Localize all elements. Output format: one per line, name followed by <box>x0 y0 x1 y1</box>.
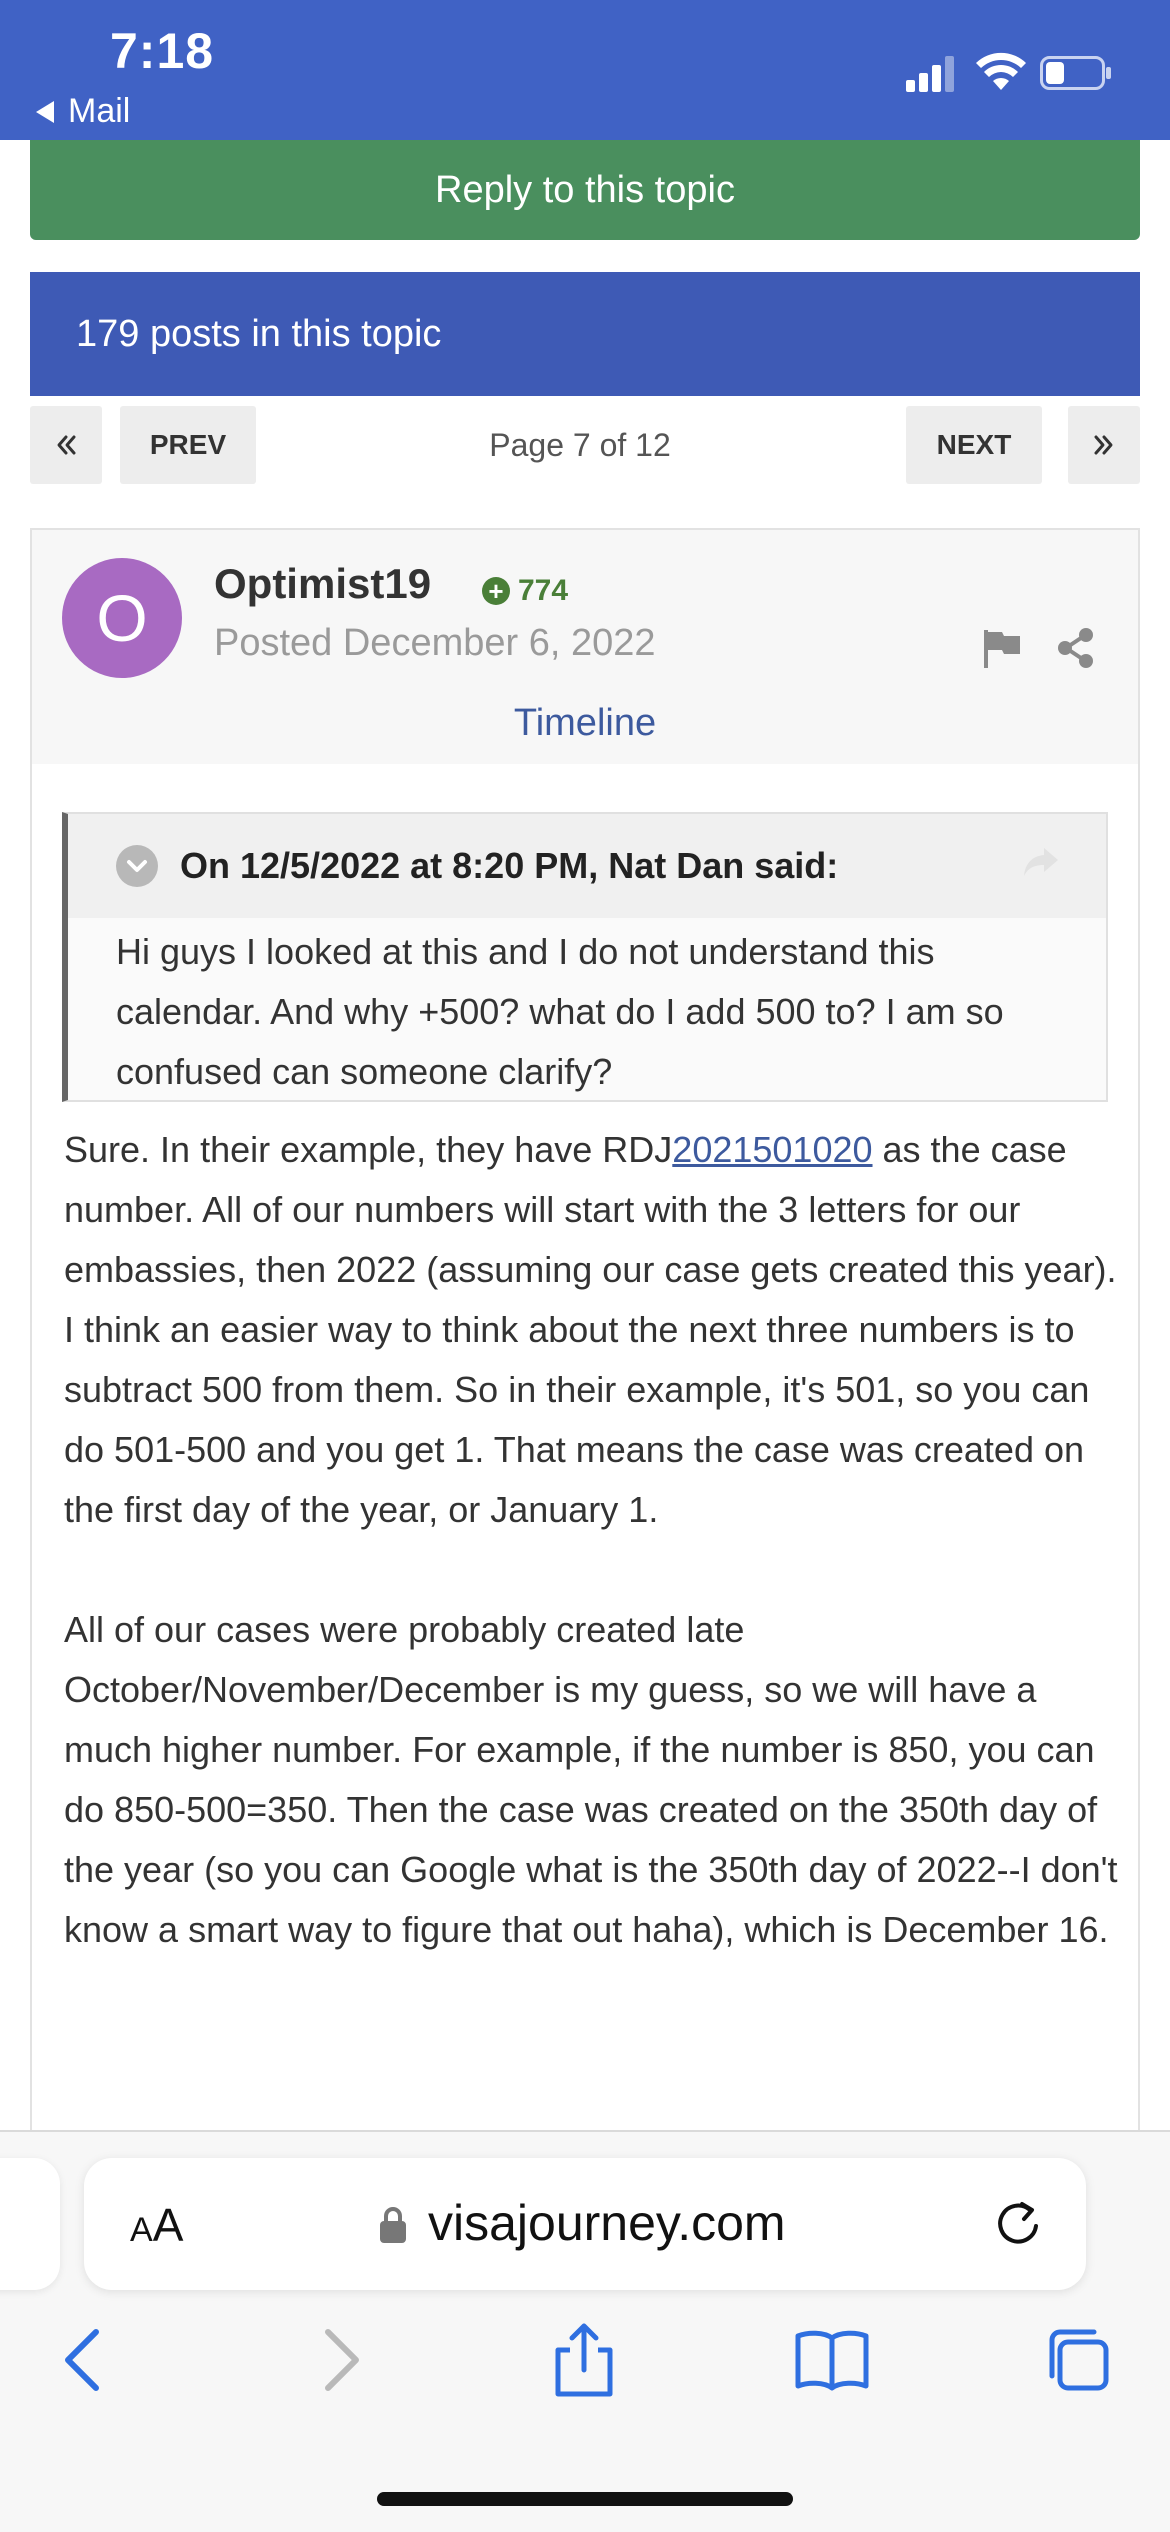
back-chevron-icon[interactable] <box>46 2320 126 2400</box>
author-name-link[interactable]: Optimist19 <box>214 560 432 607</box>
web-content <box>0 140 1170 2130</box>
forum-post <box>30 528 1140 2130</box>
aa-small: A <box>130 2211 153 2249</box>
chevron-down-icon[interactable] <box>116 845 158 887</box>
post-header <box>32 530 1138 764</box>
quote-citation: On 12/5/2022 at 8:20 PM, Nat Dan said: <box>180 845 839 886</box>
share-sheet-icon[interactable] <box>544 2320 624 2400</box>
quote-text: Hi guys I looked at this and I do not understand this calendar. And why +500? what do I add 500 to? I am so confused can someone clarify? <box>116 931 1004 1092</box>
case-number-link[interactable]: 2021501020 <box>672 1129 873 1170</box>
quote-block <box>62 812 1108 1102</box>
reply-to-topic-button[interactable]: Reply to this topic <box>30 140 1140 240</box>
status-time: 7:18 <box>110 23 215 79</box>
back-app-label: Mail <box>68 92 131 130</box>
first-page-button[interactable] <box>30 406 102 484</box>
posted-date: Posted December 6, 2022 <box>214 622 656 664</box>
prev-page-button[interactable]: PREV <box>120 406 256 484</box>
post-paragraph-1 <box>64 1120 1124 1540</box>
next-page-button[interactable]: NEXT <box>906 406 1042 484</box>
previous-tab-peek[interactable] <box>0 2158 60 2290</box>
battery-icon <box>1040 56 1112 90</box>
post-paragraph-2: All of our cases were probably created late October/November/December is my guess, so we will have a much higher number. For example, if the number is 850, you can do 850-500=350. Then the case was created on the 350th day of the year (so you can Google what is the 350th day of 2022--I don't know a smart way to figure that out haha), which is December 16. <box>64 1609 1118 1950</box>
flag-icon[interactable] <box>980 626 1024 670</box>
reload-icon[interactable] <box>992 2198 1044 2250</box>
avatar[interactable]: O <box>62 558 182 678</box>
browser-toolbar <box>0 2130 1170 2532</box>
post-text: as the case number. All of our numbers will start with the 3 letters for our embassies, then 2022 (assuming our case gets created this year). I think an easier way to think about the next three numbers is to subtract 500 from them. So in their example, it's 501, so you can do 501-500 and you get 1. That means the case was created on the first day of the year, or January 1. <box>64 1129 1117 1530</box>
address-bar[interactable] <box>84 2158 1086 2290</box>
post-text: Sure. In their example, they have RDJ <box>64 1129 673 1170</box>
reputation-badge <box>482 574 568 608</box>
timeline-link[interactable]: Timeline <box>513 702 657 744</box>
last-page-button[interactable] <box>1068 406 1140 484</box>
url-text[interactable]: visajourney.com <box>428 2195 786 2251</box>
plus-circle-icon: + <box>482 577 510 605</box>
go-to-quoted-post-icon[interactable] <box>1020 844 1062 880</box>
forward-chevron-icon[interactable] <box>298 2320 378 2400</box>
wifi-icon <box>974 50 1028 92</box>
bookmarks-book-icon[interactable] <box>792 2320 872 2400</box>
tabs-icon[interactable] <box>1038 2320 1118 2400</box>
cellular-signal-icon <box>906 56 956 92</box>
aa-big: A <box>152 2199 184 2251</box>
posts-count-bar: 179 posts in this topic <box>30 272 1140 396</box>
double-chevron-right-icon <box>1089 430 1119 460</box>
double-chevron-left-icon <box>51 430 81 460</box>
quote-header[interactable] <box>68 814 1106 918</box>
reputation-count: 774 <box>518 574 569 607</box>
home-indicator[interactable] <box>377 2492 793 2506</box>
lock-icon <box>378 2204 408 2244</box>
page-indicator: Page 7 of 12 <box>489 426 671 463</box>
post-body <box>64 1120 1124 2020</box>
share-icon[interactable] <box>1054 626 1098 670</box>
back-triangle-icon <box>36 101 54 123</box>
text-size-button[interactable] <box>130 2198 183 2252</box>
status-bar <box>0 0 1170 140</box>
back-to-mail-link[interactable] <box>36 92 130 131</box>
